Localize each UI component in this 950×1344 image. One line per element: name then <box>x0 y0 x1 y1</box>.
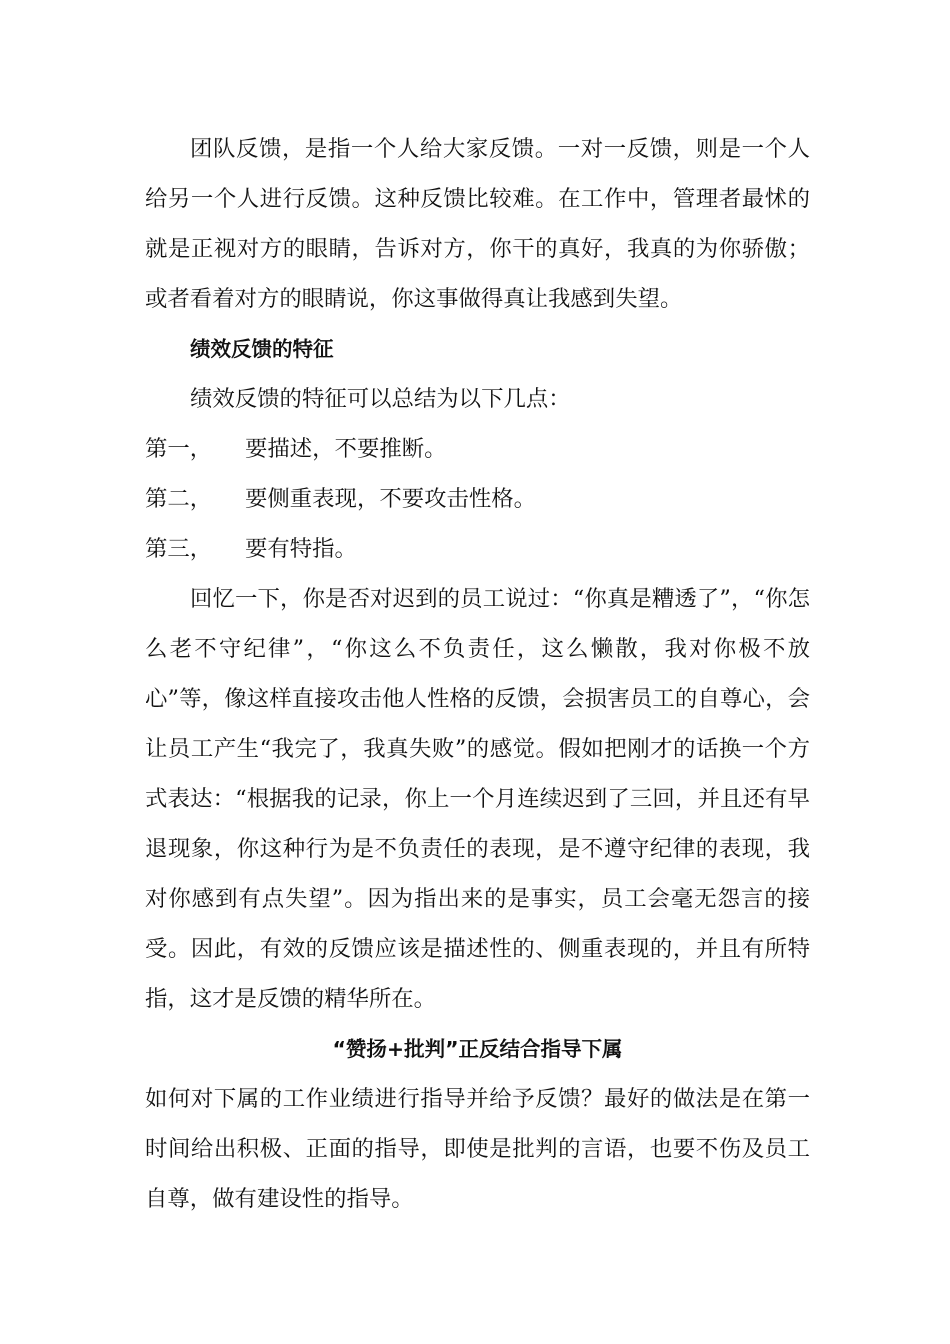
feature-text: 要侧重表现，不要攻击性格。 <box>245 486 537 512</box>
feature-item-1 <box>145 424 810 474</box>
guidance-paragraph: 如何对下属的工作业绩进行指导并给予反馈？最好的做法是在第一时间给出积极、正面的指导，即使是批判的言语，也要不伤及员工自尊，做有建设性的指导。 <box>145 1086 810 1212</box>
intro-paragraph: 团队反馈，是指一个人给大家反馈。一对一反馈，则是一个人给另一个人进行反馈。这种反馈比较难。在工作中，管理者最怵的就是正视对方的眼睛，告诉对方，你干的真好，我真的为你骄傲；或者看着对方的眼睛说，你这事做得真让我感到失望。 <box>145 136 810 312</box>
feature-number: 第三， <box>145 536 213 562</box>
feature-item-2 <box>145 474 810 524</box>
section-heading-performance-feedback: 绩效反馈的特征 <box>190 337 334 361</box>
features-intro: 绩效反馈的特征可以总结为以下几点： <box>190 386 571 412</box>
feature-text: 要描述，不要推断。 <box>245 436 447 462</box>
feature-text: 要有特指。 <box>245 536 357 562</box>
feature-number: 第一， <box>145 436 213 462</box>
feature-number: 第二， <box>145 486 213 512</box>
feature-item-3 <box>145 524 810 574</box>
document-page <box>145 124 810 1224</box>
section-heading-praise-criticism: “赞扬+批判”正反结合指导下属 <box>332 1037 623 1061</box>
example-paragraph: 回忆一下，你是否对迟到的员工说过：“你真是糟透了”，“你怎么老不守纪律”，“你这么不负责任，这么懒散，我对你极不放心”等，像这样直接攻击他人性格的反馈，会损害员工的自尊心，会让员工产生“我完了，我真失败”的感觉。假如把刚才的话换一个方式表达：“根据我的记录，你上一个月连续迟到了三回，并且还有早退现象，你这种行为是不负责任的表现，是不遵守纪律的表现，我对你感到有点失望”。因为指出来的是事实，员工会毫无怨言的接受。因此，有效的反馈应该是描述性的、侧重表现的，并且有所特指，这才是反馈的精华所在。 <box>145 586 810 1012</box>
